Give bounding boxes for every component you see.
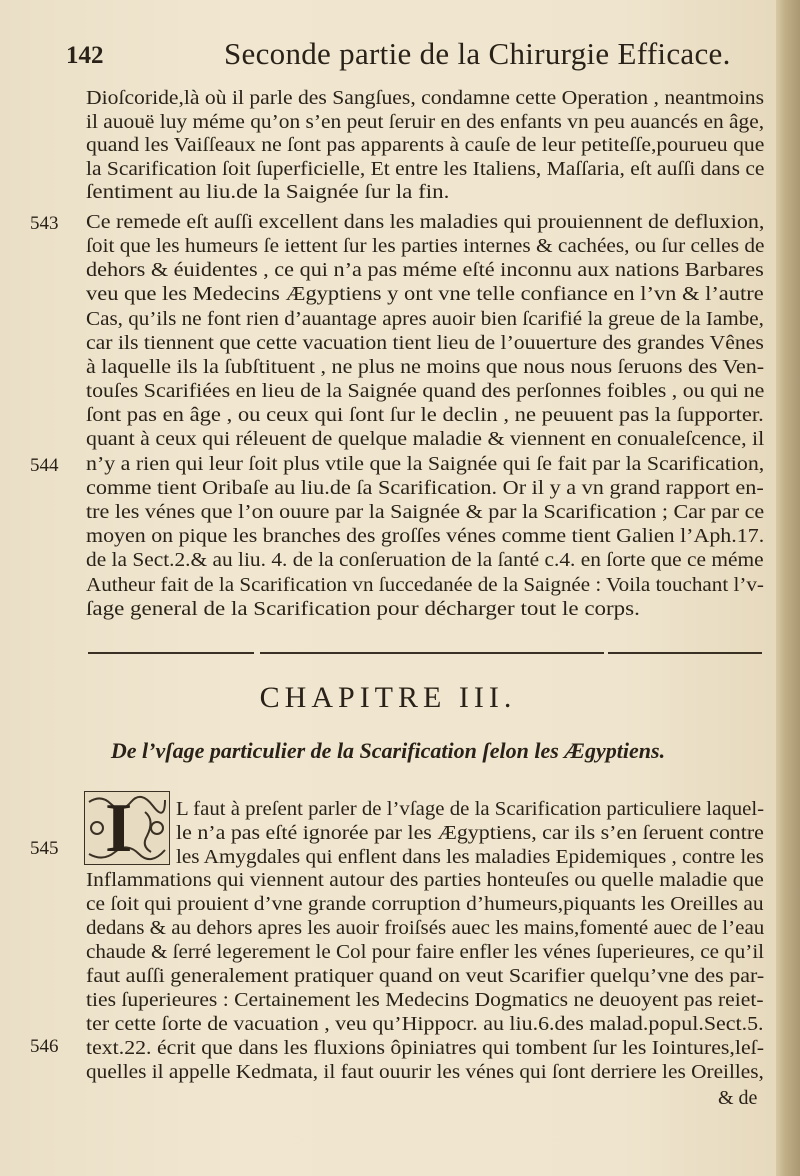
decorated-initial xyxy=(84,791,170,865)
text-line: quand les Vaiſſeaux ne ſont pas apparents à cauſe de leur petiteſſe,pourueu que xyxy=(86,134,765,156)
text-line: text.22. écrit que dans les fluxions ôpiniatres qui tombent ſur les Iointures,leſ- xyxy=(86,1037,764,1059)
text-line: le n’a pas eſté ignorée par les Ægyptiens, car ils s’en ſeruent contre xyxy=(176,822,764,844)
text-line: la Scarification ſoit ſuperficielle, Et entre les Italiens, Maſſaria, eſt auſſi dans ce xyxy=(86,158,765,180)
margin-number: 544 xyxy=(30,455,59,476)
text-line: dehors & éuidentes , ce qui n’a pas méme eſté inconnu aux nations Barbares xyxy=(86,259,764,281)
text-line: ter cette ſorte de vacuation , veu qu’Hippocr. au liu.6.des malad.popul.Sect.5. xyxy=(86,1013,764,1035)
text-line: il auouë luy méme qu’on s’en peut ſeruir en des enfants vn peu auancés en âge, xyxy=(86,111,765,133)
ornamental-rule xyxy=(88,652,254,654)
text-line: Inflammations qui viennent autour des parties honteuſes ou quelle maladie que xyxy=(86,869,764,891)
text-line: ce ſoit qui prouient d’vne grande corruption d’humeurs,piquants les Oreilles au xyxy=(86,893,764,915)
chapter-subtitle: De l’vſage particulier de la Scarification ſelon les Ægyptiens. xyxy=(110,738,666,763)
text-line: Dioſcoride,là où il parle des Sangſues, condamne cette Operation , neantmoins xyxy=(86,87,765,109)
text-line: les Amygdales qui enflent dans les maladies Epidemiques , contre les xyxy=(176,846,764,868)
ornamental-rule xyxy=(260,652,604,654)
text-line: ſoit que les humeurs ſe iettent ſur les parties internes & cachées, ou ſur celles de xyxy=(86,235,765,257)
text-line: chaude & ſerré legerement le Col pour faire enfler les vénes ſuperieures, ce qu’il xyxy=(86,941,765,963)
text-line: quant à ceux qui réleuent de quelque maladie & viennent en conualeſcence, il xyxy=(86,428,765,450)
page-number: 142 xyxy=(66,42,104,69)
text-line: ſont pas en âge , ou ceux qui ſont ſur le declin , ne peuuent pas la ſupporter. xyxy=(86,404,764,426)
margin-number: 543 xyxy=(30,213,59,234)
page-header xyxy=(60,36,780,80)
text-line: Autheur fait de la Scarification vn ſuccedanée de la Saignée : Voila touchant l’v- xyxy=(86,574,764,596)
text-line: quelles il appelle Kedmata, il faut ouurir les vénes qui ſont derriere les Oreilles, xyxy=(86,1061,764,1083)
text-line: faut auſſi generalement pratiquer quand on veut Scarifier quelqu’vne des par- xyxy=(86,965,765,987)
text-line: touſes Scarifiées en lieu de la Saignée quand des perſonnes foibles , ou qui ne xyxy=(86,380,765,402)
dropcap-letter: I xyxy=(105,790,133,867)
text-line: ſage general de la Scarification pour décharger tout le corps. xyxy=(86,598,640,620)
margin-number: 546 xyxy=(30,1036,59,1057)
text-line: dedans & au dehors apres les auoir froiſsés auec les mains,fomenté auec de l’eau xyxy=(86,917,765,939)
running-title: Seconde partie de la Chirurgie Efficace. xyxy=(224,36,731,71)
text-line: car ils tiennent que cette vacuation tient lieu de l’ouuerture des grandes Vênes xyxy=(86,332,764,354)
text-line: moyen on pique les branches des groſſes vénes comme tient Galien l’Aph.17. xyxy=(86,525,765,547)
text-line: Ce remede eſt auſſi excellent dans les maladies qui prouiennent de defluxion, xyxy=(86,211,765,233)
ornamental-rule xyxy=(608,652,762,654)
chapter-heading: CHAPITRE III. xyxy=(259,681,517,714)
text-line: Cas, qu’ils ne font rien d’auantage apres auoir bien ſcarifié la greue de la Iambe, xyxy=(86,308,764,330)
text-line: ties ſuperieures : Certainement les Medecins Dogmatics ne deuoyent pas reiet- xyxy=(86,989,764,1011)
text-line: tre les vénes que l’on ouure par la Saignée & par la Scarification ; Car par ce xyxy=(86,501,765,523)
text-line: ſentiment au liu.de la Saignée ſur la fin. xyxy=(86,181,450,203)
text-line: L faut à preſent parler de l’vſage de la Scarification particuliere laquel- xyxy=(176,798,765,820)
catchword: & de xyxy=(718,1087,758,1109)
text-line: veu que les Medecins Ægyptiens y ont vne telle confiance en l’vn & l’autre xyxy=(86,283,764,305)
text-line: n’y a rien qui leur ſoit plus vtile que la Saignée qui ſe fait par la Scarification, xyxy=(86,453,765,475)
text-line: à laquelle ils la ſubſtituent , ne plus ne moins que nous nous ſeruons des Ven- xyxy=(86,356,765,378)
page-edge-shadow xyxy=(776,0,800,1176)
text-line: de la Sect.2.& au liu. 4. de la conſeruation de la ſanté c.4. en ſorte que ce méme xyxy=(86,549,764,571)
margin-number: 545 xyxy=(30,838,59,859)
text-line: comme tient Oribaſe au liu.de ſa Scarification. Or il y a vn grand rapport en- xyxy=(86,477,764,499)
